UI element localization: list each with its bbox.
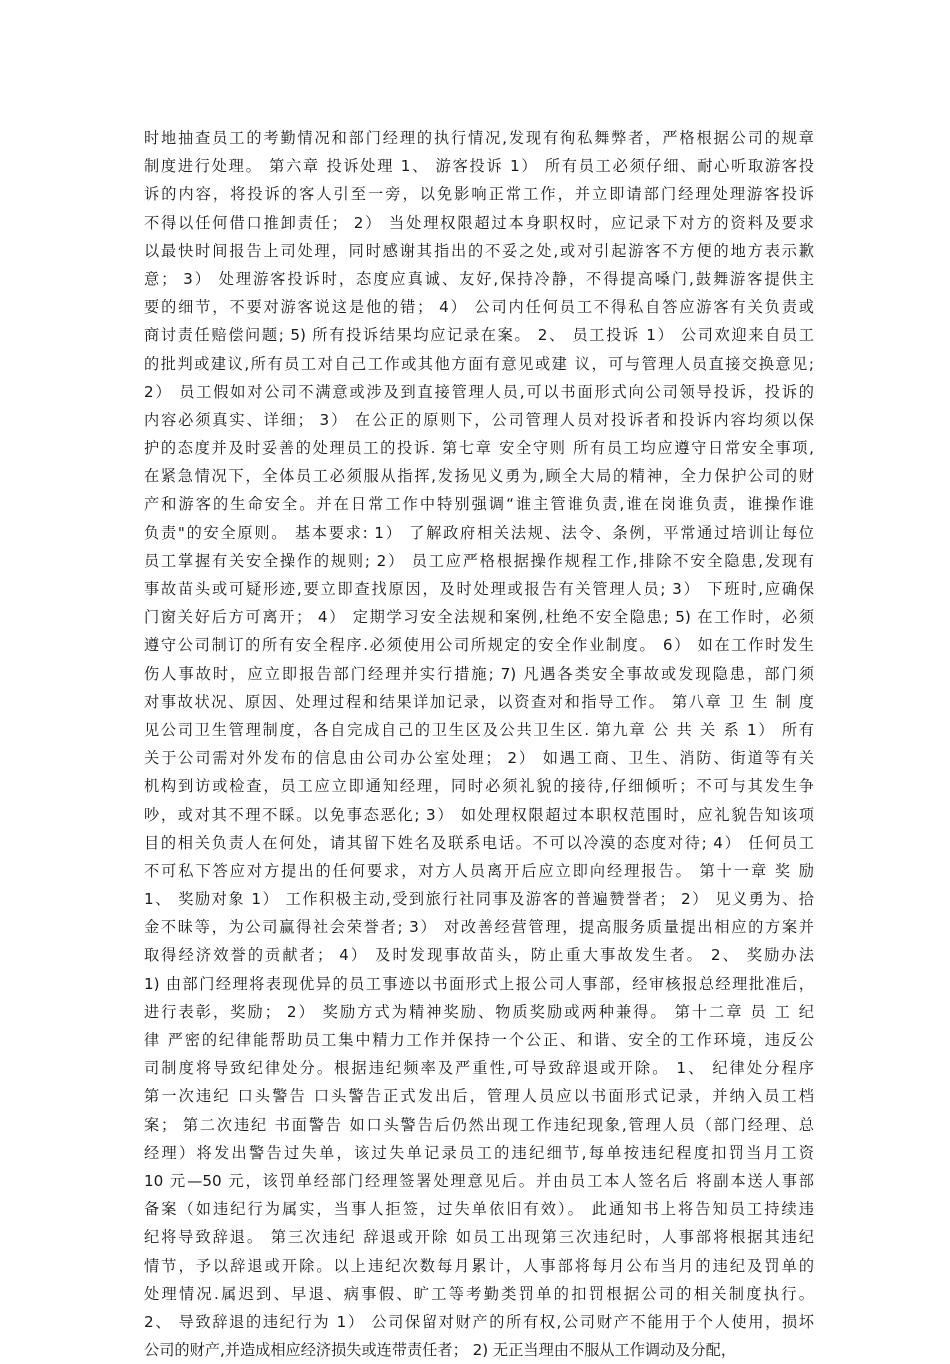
text-line: 2、 导致辞退的违纪行为 1） 公司保留对财产的所有权,公司财产不能用于个人使用，损坏 xyxy=(144,1312,814,1331)
text-line: 情节，予以辞退或开除。以上违纪次数每月累计，人事部将每月公布当月的违纪及罚单的 xyxy=(144,1256,814,1275)
text-line: 司制度将导致纪律处分。根据违纪频率及严重性,可导致辞退或开除。 1、 纪律处分程序 xyxy=(144,1059,814,1078)
text-line: 在紧急情况下，全体员工必须服从指挥,发扬见义勇为,顾全大局的精神，全力保护公司的财 xyxy=(144,467,814,486)
text-line: 案； 第二次违纪 书面警告 如口头警告后仍然出现工作违纪现象,管理人员（部门经理、总 xyxy=(144,1115,814,1134)
text-line: 伤人事故时，应立即报告部门经理并实行措施; 7) 凡遇各类安全事故或发现隐患，部门须 xyxy=(144,664,814,683)
text-line: 10 元—50 元，该罚单经部门经理签署处理意见后。并由员工本人签名后 将副本送人事部 xyxy=(144,1171,814,1190)
text-line: 负责"的安全原则。 基本要求: 1） 了解政府相关法规、法令、条例，平常通过培训让每位 xyxy=(144,523,814,542)
text-line: 产和游客的生命安全。并在日常工作中特别强调“谁主管谁负责,谁在岗谁负责，谁操作谁 xyxy=(144,495,814,514)
text-line: 不可私下答应对方提出的任何要求，对方人员离开后应立即向经理报告。 第十一章 奖 励 xyxy=(144,861,814,880)
text-line: 纪将导致辞退。 第三次违纪 辞退或开除 如员工出现第三次违纪时，人事部将根据其违纪 xyxy=(144,1228,814,1247)
document-body xyxy=(144,124,814,1364)
text-line: 2） 员工假如对公司不满意或涉及到直接管理人员,可以书面形式向公司领导投诉，投诉的 xyxy=(144,382,814,401)
text-line: 时地抽查员工的考勤情况和部门经理的执行情况,发现有徇私舞弊者，严格根据公司的规章 xyxy=(144,129,814,147)
text-line: 制度进行处理。 第六章 投诉处理 1、 游客投诉 1） 所有员工必须仔细、耐心听取游客投 xyxy=(144,157,814,176)
text-line: 金不昧等，为公司赢得社会荣誉者; 3） 对改善经营管理，提高服务质量提出相应的方案并 xyxy=(144,918,814,937)
text-line: 商讨责任赔偿问题; 5) 所有投诉结果均应记录在案。 2、 员工投诉 1） 公司欢迎来自员工 xyxy=(144,326,814,345)
text-line: 员工掌握有关安全操作的规则; 2） 员工应严格根据操作规程工作,排除不安全隐患,发现有 xyxy=(144,551,814,570)
text-line: 关于公司需对外发布的信息由公司办公室处理； 2） 如遇工商、卫生、消防、街道等有关 xyxy=(144,749,814,768)
text-line: 吵，或对其不理不睬。以免事态恶化; 3） 如处理权限超过本职权范围时，应礼貌告知该项 xyxy=(144,805,814,824)
text-line: 经理）将发出警告过失单，该过失单记录员工的违纪细节,每单按违纪程度扣罚当月工资 xyxy=(144,1143,814,1162)
text-line: 对事故状况、原因、处理过程和结果详加记录，以资查对和指导工作。 第八章 卫 生 制 度 xyxy=(144,692,814,711)
text-line: 意； 3） 处理游客投诉时，态度应真诚、友好,保持冷静，不得提高嗓门,鼓舞游客提供主 xyxy=(144,269,814,288)
text-line: 的批判或建议,所有员工对自己工作或其他方面有意见或建 议，可与管理人员直接交换意见; xyxy=(144,354,814,373)
text-line: 护的态度并及时妥善的处理员工的投诉. 第七章 安全守则 所有员工均应遵守日常安全事项, xyxy=(144,439,814,458)
text-line: 事故苗头或可疑形迹,要立即查找原因，及时处理或报告有关管理人员; 3） 下班时,应确保 xyxy=(144,580,814,598)
text-line: 机构到访或检查，员工应立即通知经理，同时必须礼貌的接待,仔细倾听；不可与其发生争 xyxy=(144,777,814,796)
text-line: 第一次违纪 口头警告 口头警告正式发出后，管理人员应以书面形式记录，并纳入员工档 xyxy=(144,1087,814,1106)
text-line: 内容必须真实、详细； 3） 在公正的原则下，公司管理人员对投诉者和投诉内容均须以保 xyxy=(144,410,814,429)
text-line: 门窗关好后方可离开； 4） 定期学习安全法规和案例,杜绝不安全隐患; 5) 在工作时，必须 xyxy=(144,608,814,627)
text-line: 目的相关负责人在何处，请其留下姓名及联系电话。不可以冷漠的态度对待; 4） 任何员工 xyxy=(144,833,814,852)
text-line: 公司的财产,并造成相应经济损失或连带责任者； 2) 无正当理由不服从工作调动及分配， xyxy=(144,1341,737,1360)
text-line: 律 严密的纪律能帮助员工集中精力工作并保持一个公正、和谐、安全的工作环境，违反公 xyxy=(144,1031,814,1049)
text-line: 不得以任何借口推卸责任； 2） 当处理权限超过本身职权时，应记录下对方的资料及要求 xyxy=(144,213,814,232)
text-line: 以最快时间报告上司处理，同时感谢其指出的不妥之处,或对引起游客不方便的地方表示歉 xyxy=(144,241,814,260)
text-line: 要的细节，不要对游客说这是他的错； 4） 公司内任何员工不得私自答应游客有关负责或 xyxy=(144,298,814,317)
text-line: 取得经济效誉的贡献者； 4） 及时发现事故苗头，防止重大事故发生者。 2、 奖励办法 xyxy=(144,946,814,965)
text-line: 备案（如违纪行为属实，当事人拒签，过失单依旧有效）。 此通知书上将告知员工持续违 xyxy=(144,1200,814,1219)
text-line: 1) 由部门经理将表现优异的员工事迹以书面形式上报公司人事部，经审核报总经理批准后， xyxy=(144,974,814,993)
text-line: 1、 奖励对象 1） 工作积极主动,受到旅行社同事及游客的普遍赞誉者； 2） 见义勇为、拾 xyxy=(144,890,814,909)
text-line: 见公司卫生管理制度，各自完成自己的卫生区及公共卫生区. 第九章 公 共 关 系 1） 所有 xyxy=(144,720,814,739)
text-line: 遵守公司制订的所有安全程序.必须使用公司所规定的安全作业制度。 6） 如在工作时发生 xyxy=(144,636,814,655)
text-line: 进行表彰，奖励； 2） 奖励方式为精神奖励、物质奖励或两种兼得。 第十二章 员 工 纪 xyxy=(144,1002,814,1021)
text-line: 诉的内容，将投诉的客人引至一旁，以免影响正常工作，并立即请部门经理处理游客投诉 xyxy=(144,185,814,204)
text-line: 处理情况.属迟到、早退、病事假、旷工等考勤类罚单的扣罚根据公司的相关制度执行。 xyxy=(144,1284,814,1303)
